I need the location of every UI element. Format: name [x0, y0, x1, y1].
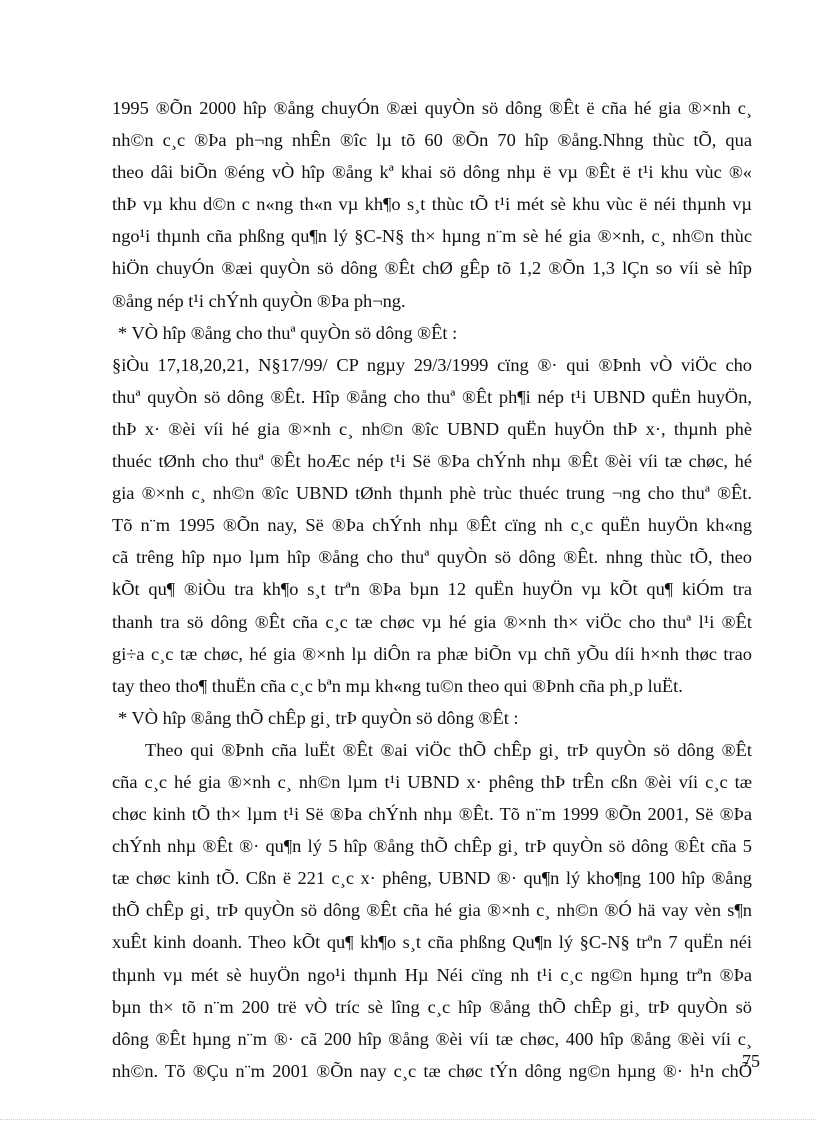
text-line: dông ®Êt hµng n¨m ®· cã 200 hîp ®ång ®èi víi tæ chøc, 400 hîp ®ång ®èi víi c¸ — [112, 1028, 752, 1049]
text-line: gia ®×nh c¸ nh©n ®îc UBND tØnh thµnh phè trùc thuéc trung ¬ng cho thuª ®Êt. — [112, 483, 752, 504]
page-bottom-divider — [0, 1119, 816, 1120]
text-line: cña c¸c hé gia ®×nh c¸ nh©n lµm t¹i UBND x· phêng thÞ trÊn cßn ®èi víi c¸c tæ — [112, 771, 752, 792]
text-line: Tõ n¨m 1995 ®Õn nay, Së ®Þa chÝnh nhµ ®Êt cïng nh c¸c quËn huyÖn kh«ng — [112, 515, 752, 536]
text-line: kÕt qu¶ ®iÒu tra kh¶o s¸t trªn ®Þa bµn 12 quËn huyÖn vµ kÕt qu¶ kiÓm tra — [112, 579, 752, 600]
text-line: 1995 ®Õn 2000 hîp ®ång chuyÓn ®æi quyÒn sö dông ®Êt ë cña hé gia ®×nh c¸ — [112, 98, 752, 118]
section-heading: * VÒ hîp ®ång cho thuª quyÒn sö dông ®Êt : — [118, 322, 458, 343]
text-line: nh©n c¸c ®Þa ph¬ng nhÊn ®îc lµ tõ 60 ®Õn 70 hîp ®ång.Nhng thùc tÕ, qua — [112, 130, 752, 151]
body-text — [112, 92, 752, 1087]
section-heading: * VÒ hîp ®ång thÕ chÊp gi¸ trÞ quyÒn sö dông ®Êt : — [118, 707, 519, 728]
text-line: thÞ vµ khu d©n c n«ng th«n vµ kh¶o s¸t thùc tÕ t¹i mét sè khu vùc ë néi thµnh vµ — [112, 194, 752, 215]
text-line: thµnh vµ mét sè huyÖn ngo¹i thµnh Hµ Néi cïng nh t¹i c¸c ng©n hµng trªn ®Þa — [112, 964, 752, 985]
page-number: 75 — [742, 1051, 760, 1071]
text-line: Theo qui ®Þnh cña luËt ®Êt ®ai viÖc thÕ chÊp gi¸ trÞ quyÒn sö dông ®Êt — [145, 739, 752, 760]
text-line: thÞ x· ®èi víi hé gia ®×nh c¸ nh©n ®îc UBND quËn huyÖn thÞ x·, thµnh phè — [112, 418, 752, 439]
text-line: nh©n. Tõ ®Çu n¨m 2001 ®Õn nay c¸c tæ chøc tÝn dông ng©n hµng ®· h¹n chÕ — [112, 1060, 752, 1081]
text-line: cã trêng hîp nµo lµm hîp ®ång cho thuª quyÒn sö dông ®Êt. nhng thùc tÕ, theo — [112, 547, 752, 568]
text-line: tay theo tho¶ thuËn cña c¸c bªn mµ kh«ng tu©n theo qui ®Þnh cña ph¸p luËt. — [112, 675, 683, 696]
text-line: bµn th× tõ n¨m 200 trë vÒ tríc sè lîng c¸c hîp ®ång thÕ chÊp gi¸ trÞ quyÒn sö — [112, 996, 752, 1017]
text-line: thuéc tØnh cho thuª ®Êt hoÆc nép t¹i Së ®Þa chÝnh nhµ ®Êt ®èi víi tæ chøc, hé — [112, 451, 752, 472]
text-line: ngo¹i thµnh cña phßng qu¶n lý §C-N§ th× hµng n¨m sè hé gia ®×nh, c¸ nh©n thùc — [112, 226, 752, 247]
text-line: xuÊt kinh doanh. Theo kÕt qu¶ kh¶o s¸t cña phßng Qu¶n lý §C-N§ trªn 7 quËn néi — [112, 932, 752, 953]
text-line: hiÖn chuyÓn ®æi quyÒn sö dông ®Êt chØ gÊp tõ 1,2 ®Õn 1,3 lÇn so víi sè hîp — [112, 258, 752, 279]
text-line: chÝnh nhµ ®Êt ®· qu¶n lý 5 hîp ®ång thÕ chÊp gi¸ trÞ quyÒn sö dông ®Êt cña 5 — [112, 836, 752, 857]
text-line: gi÷a c¸c tæ chøc, hé gia ®×nh lµ diÔn ra phæ biÕn vµ chñ yÕu díi h×nh thøc trao — [112, 643, 752, 664]
text-line: tæ chøc kinh tÕ. Cßn ë 221 c¸c x· phêng, UBND ®· qu¶n lý kho¶ng 100 hîp ®ång — [112, 868, 752, 889]
text-line: thuª quyÒn sö dông ®Êt. Hîp ®ång cho thuª ®Êt ph¶i nép t¹i UBND quËn huyÖn, — [112, 386, 752, 407]
text-line: ®ång nép t¹i chÝnh quyÒn ®Þa ph¬ng. — [112, 290, 406, 311]
text-line: thanh tra sö dông ®Êt cña c¸c tæ chøc vµ hé gia ®×nh th× viÖc cho thuª l¹i ®Êt — [112, 611, 752, 632]
text-line: thÕ chÊp gi¸ trÞ quyÒn sö dông ®Êt cña hé gia ®×nh c¸ nh©n ®Ó hä vay vèn s¶n — [112, 900, 752, 921]
text-line: theo dâi biÕn ®éng vÒ hîp ®ång kª khai sö dông nhµ ë vµ ®Êt ë t¹i khu vùc ®« — [112, 162, 752, 183]
text-line: §iÒu 17,18,20,21, N§17/99/ CP ngµy 29/3/1999 cïng ®· qui ®Þnh vÒ viÖc cho — [112, 354, 752, 375]
text-line: chøc kinh tÕ th× lµm t¹i Së ®Þa chÝnh nhµ ®Êt. Tõ n¨m 1999 ®Õn 2001, Së ®Þa — [112, 804, 752, 825]
